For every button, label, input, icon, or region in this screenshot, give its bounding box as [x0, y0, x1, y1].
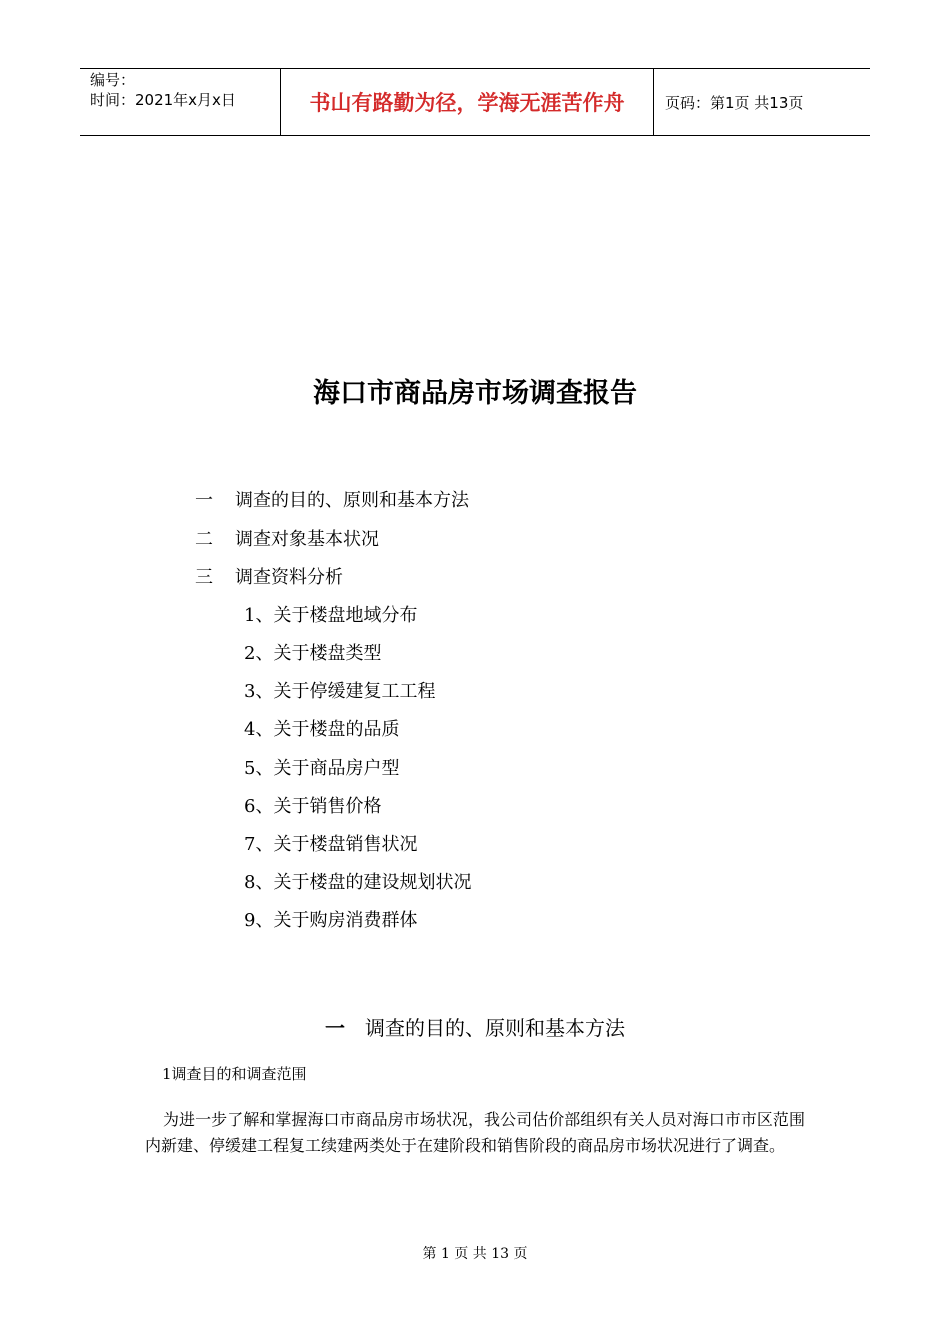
page-footer: 第 1 页 共 13 页 — [422, 1246, 528, 1262]
toc-item-3 — [195, 566, 343, 590]
body-paragraph: 为进一步了解和掌握海口市商品房市场状况，我公司估价部组织有关人员对海口市市区范围内新建、停缓建工程复工续建两类处于在建阶段和销售阶段的商品房市场状况进行了调查。 — [145, 1110, 805, 1155]
toc-item-text: 调查资料分析 — [235, 567, 343, 588]
toc-subitem-4: 4、关于楼盘的品质 — [244, 719, 400, 740]
toc-subitem-3: 3、关于停缓建复工工程 — [244, 681, 436, 702]
toc-subitem-5: 5、关于商品房户型 — [244, 758, 400, 779]
section-title: 调查的目的、原则和基本方法 — [365, 1016, 625, 1040]
time-label: 时间：2021年x月x日 — [90, 91, 236, 109]
toc-subitem-2: 2、关于楼盘类型 — [244, 643, 382, 664]
number-label: 编号： — [90, 71, 136, 89]
toc-item-number: 三 — [195, 567, 213, 588]
toc-subitem-8: 8、关于楼盘的建设规划状况 — [244, 872, 472, 893]
document-title: 海口市商品房市场调查报告 — [313, 378, 637, 409]
toc-item-text: 调查对象基本状况 — [235, 529, 379, 550]
toc-item-number: 一 — [195, 490, 213, 511]
toc-subitem-1: 1、关于楼盘地域分布 — [244, 605, 418, 626]
section-heading — [0, 1014, 950, 1042]
toc-subitem-6: 6、关于销售价格 — [244, 796, 382, 817]
toc-item-text: 调查的目的、原则和基本方法 — [235, 490, 469, 511]
header-page-info: 页码：第1页 共13页 — [665, 93, 804, 112]
toc-subitem-7: 7、关于楼盘销售状况 — [244, 834, 418, 855]
header-motto: 书山有路勤为径，学海无涯苦作舟 — [281, 69, 654, 135]
header-left-cell — [80, 69, 281, 135]
subsection-heading: 1调查目的和调查范围 — [162, 1065, 307, 1083]
toc-item-2 — [195, 528, 379, 552]
toc-item-1 — [195, 489, 469, 513]
section-number: 一 — [325, 1016, 345, 1040]
header-table — [80, 68, 870, 136]
toc-item-number: 二 — [195, 529, 213, 550]
toc-subitem-9: 9、关于购房消费群体 — [244, 910, 418, 931]
